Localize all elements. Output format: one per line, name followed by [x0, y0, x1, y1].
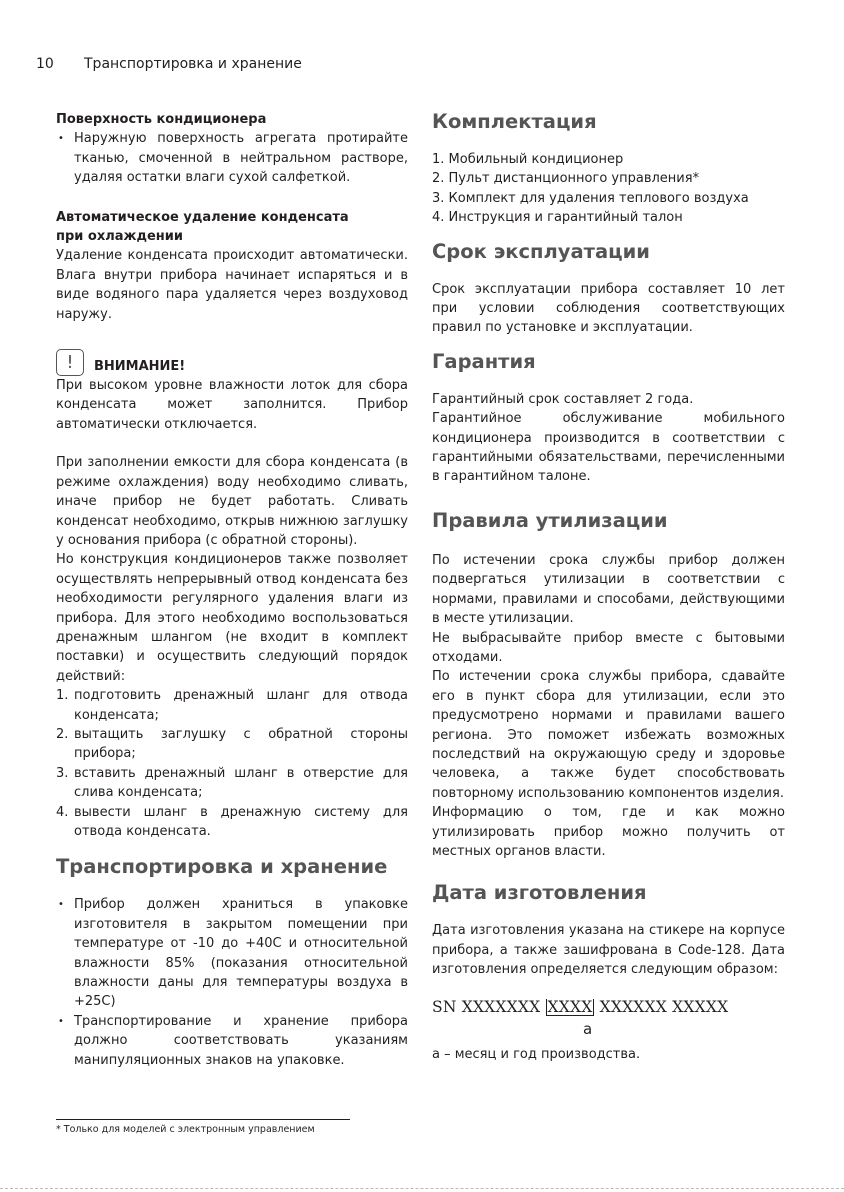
life-text: Срок эксплуатации прибора составляет 10 лет при условии соблюдения соответствующих правил по установке и эксплуатации.	[432, 281, 785, 336]
serial-number-format	[432, 997, 785, 1038]
list-item: • Наружную поверхность агрегата протирайте тканью, смоченной в нейтральном растворе, удаляя остатки влаги сухой салфеткой.	[56, 129, 408, 187]
list-item: 4. вывести шланг в дренажную систему для отвода конденсата.	[56, 804, 408, 839]
page-number: 10	[36, 56, 54, 72]
warning-title: ВНИМАНИЕ!	[94, 358, 186, 374]
list-item: • Прибор должен храниться в упаковке изготовителя в закрытом помещении при температуре от -10 до +40С и относительной влажности 85% (показания относительной влажности даны для температуры воздуха в +25С)	[56, 895, 408, 1011]
kit-item: 4. Инструкция и гарантийный талон	[432, 210, 683, 226]
sn-marked-part: XXXX	[547, 997, 593, 1016]
warranty-title: Гарантия	[432, 349, 536, 373]
disposal-text-3: По истечении срока службы прибора, сдавайте его в пункт сбора для утилизации, если это предусмотрено нормами и правилами вашего региона. Это поможет избежать возможных последствий на окружающую среду и здоровье человека, а также будет способствовать повторному использованию компонентов изделия.	[432, 669, 785, 801]
left-column	[56, 110, 408, 1070]
auto-drain-text: Удаление конденсата происходит автоматически. Влага внутри прибора начинает испаряться и в виде водяного пара удаляется через воздуховод наружу.	[56, 248, 408, 322]
footnote-divider	[56, 1119, 350, 1120]
drain-steps	[56, 686, 408, 841]
disposal-text-1: По истечении срока службы прибор должен подвергаться утилизации в соответствии с нормами, правилами и способами, действующими в месте утилизации.	[432, 552, 785, 627]
warning-heading	[56, 344, 408, 376]
page-header	[36, 56, 302, 72]
list-item: 2. вытащить заглушку с обратной стороны прибора;	[56, 726, 408, 762]
sn-mark-label: а	[583, 1019, 593, 1038]
sn-prefix: SN XXXXXXX	[432, 997, 541, 1016]
auto-drain-title-1: Автоматическое удаление конденсата	[56, 209, 349, 225]
disposal-text-2: Не выбрасывайте прибор вместе с бытовыми отходами.	[432, 630, 785, 665]
footnote: * Только для моделей с электронным управлением	[56, 1124, 315, 1135]
running-title: Транспортировка и хранение	[84, 56, 302, 72]
kit-item: 1. Мобильный кондиционер	[432, 152, 624, 167]
surface-title: Поверхность кондиционера	[56, 112, 267, 127]
transport-title: Транспортировка и хранение	[56, 855, 388, 879]
list-item: 3. вставить дренажный шланг в отверстие для слива конденсата;	[56, 765, 408, 801]
date-legend: а – месяц и год производства.	[432, 1047, 641, 1062]
auto-drain-title-2: при охлаждении	[56, 229, 183, 245]
surface-bullets	[56, 129, 408, 187]
life-title: Срок эксплуатации	[432, 239, 650, 263]
warning-icon: !	[56, 349, 84, 376]
date-title: Дата изготовления	[432, 881, 647, 905]
date-text: Дата изготовления указана на стикере на корпусе прибора, а также зашифрована в Code-128. Дата изготовления определяется следующим образом:	[432, 923, 785, 978]
warranty-text-2: Гарантийное обслуживание мобильного кондиционера производится в соответствии с гарантийными обязательствами, перечисленными в гарантийном талоне.	[432, 411, 785, 485]
kit-item: 2. Пульт дистанционного управления*	[432, 171, 700, 187]
fill-text: При заполнении емкости для сбора конденсата (в режиме охлаждения) воду необходимо сливать, иначе прибор не будет работать. Сливать конденсат необходимо, открыв нижнюю заглушку у основания прибора (с обратной стороны).	[56, 455, 408, 548]
sn-suffix: XXXXXX XXXXX	[599, 997, 729, 1016]
warranty-text-1: Гарантийный срок составляет 2 года.	[432, 391, 694, 407]
right-column	[432, 110, 785, 1064]
list-item: 1. подготовить дренажный шланг для отвода конденсата;	[56, 688, 408, 723]
disposal-title: Правила утилизации	[432, 508, 668, 532]
kit-item: 3. Комплект для удаления теплового воздуха	[432, 190, 749, 206]
disposal-text-4: Информацию о том, где и как можно утилизировать прибор можно получить от местных органов власти.	[432, 805, 785, 859]
warning-text: При высоком уровне влажности лоток для сбора конденсата может заполнится. Прибор автоматически отключается.	[56, 378, 408, 432]
kit-title: Комплектация	[432, 110, 597, 133]
page-edge-divider	[0, 1188, 844, 1189]
design-text: Но конструкция кондиционеров также позволяет осуществлять непрерывный отвод конденсата без необходимости регулярного удаления влаги из прибора. Для этого необходимо воспользоваться дренажным шлангом (не входит в комплект поставки) и осуществить следующий порядок действий:	[56, 552, 408, 684]
list-item: • Транспортирование и хранение прибора должно соответствовать указаниям манипуляционных знаков на упаковке.	[56, 1012, 408, 1070]
transport-bullets	[56, 895, 408, 1070]
